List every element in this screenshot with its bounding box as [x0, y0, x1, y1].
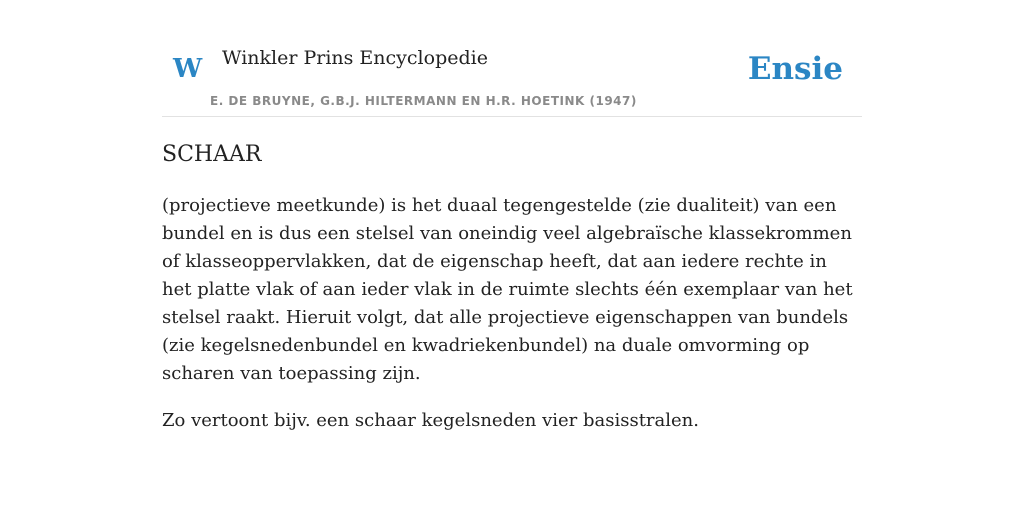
publication-header	[162, 36, 862, 117]
article	[162, 138, 862, 435]
publication-authors: E. DE BRUYNE, G.B.J. HILTERMANN EN H.R. HOETINK (1947)	[210, 94, 637, 108]
ensie-logo-link[interactable]: Ensie	[747, 51, 843, 87]
entry-paragraph: Zo vertoont bijv. een schaar kegelsneden vier basisstralen.	[162, 410, 699, 431]
entry-title: SCHAAR	[162, 142, 262, 167]
publication-title[interactable]: Winkler Prins Encyclopedie	[222, 47, 488, 69]
entry-paragraph: (projectieve meetkunde) is het duaal tegengestelde (zie dualiteit) van een bundel en is dus een stelsel van oneindig veel algebraïsche klassekrommen of klasseoppervlakken, dat de eigenschap heeft, dat aan iedere rechte in het platte vlak of aan ieder vlak in de ruimte slechts één exemplaar van het stelsel raakt. Hieruit volgt, dat alle projectieve eigenschappen van bundels (zie kegelsnedenbundel en kwadriekenbundel) na duale omvorming op scharen van toepassing zijn.	[162, 195, 853, 384]
winkler-prins-logo[interactable]: W	[173, 54, 203, 84]
